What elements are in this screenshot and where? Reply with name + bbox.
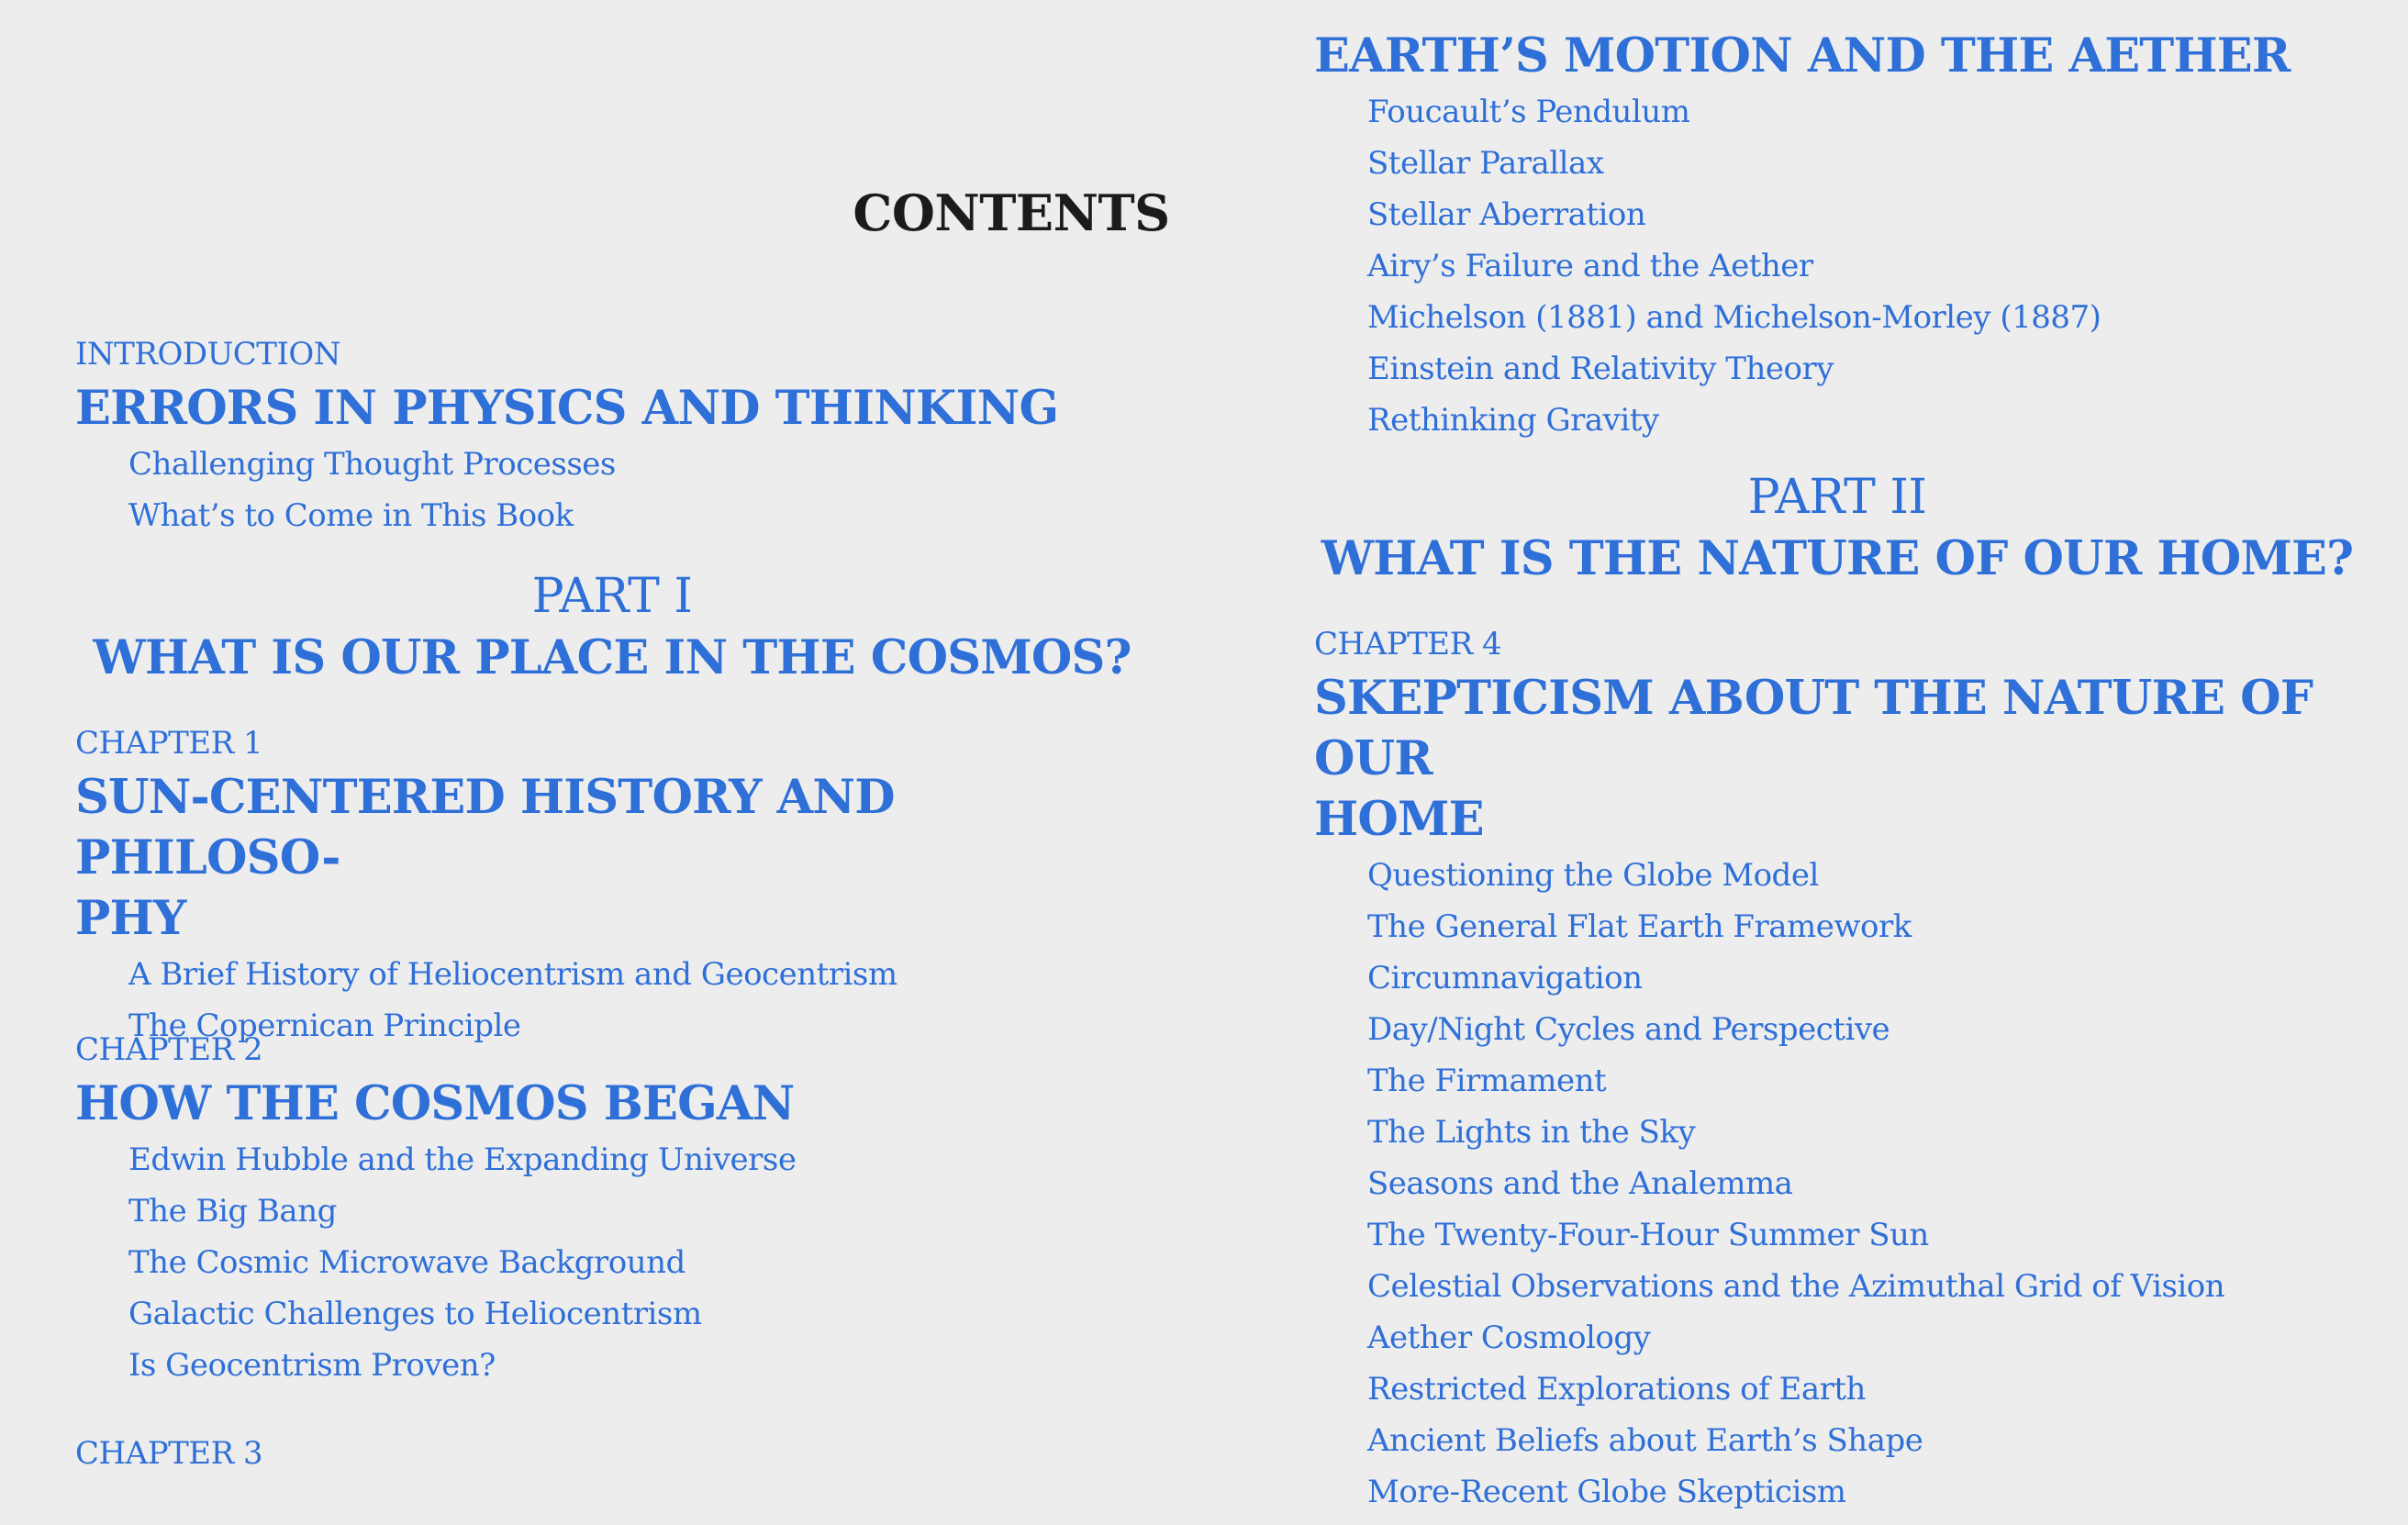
chapter-1-section (75, 721, 1149, 1052)
chapter-4-title-line-2[interactable]: HOME (1314, 792, 1484, 847)
toc-item-stellar-parallax[interactable]: Stellar Parallax (1367, 145, 1604, 182)
part-1-label[interactable]: PART I (531, 569, 693, 624)
toc-item-cosmic-microwave-background[interactable]: The Cosmic Microwave Background (128, 1244, 686, 1281)
toc-item-lights-in-sky[interactable]: The Lights in the Sky (1367, 1114, 1696, 1151)
toc-item-foucaults-pendulum[interactable]: Foucault’s Pendulum (1367, 94, 1690, 130)
toc-item-aether-cosmology[interactable]: Aether Cosmology (1367, 1319, 1651, 1356)
toc-item-celestial-observations[interactable]: Celestial Observations and the Azimuthal Grid of Vision (1367, 1268, 2225, 1305)
toc-item-ancient-beliefs[interactable]: Ancient Beliefs about Earth’s Shape (1367, 1422, 1923, 1459)
chapter-2-section (75, 1028, 1149, 1391)
toc-item-challenging-thought-processes[interactable]: Challenging Thought Processes (128, 446, 616, 483)
contents-title: CONTENTS (853, 184, 1170, 242)
toc-item-edwin-hubble[interactable]: Edwin Hubble and the Expanding Universe (128, 1141, 797, 1178)
chapter-3-label[interactable]: CHAPTER 3 (75, 1435, 263, 1472)
chapter-1-label[interactable]: CHAPTER 1 (75, 725, 263, 762)
toc-item-galactic-challenges[interactable]: Galactic Challenges to Heliocentrism (128, 1296, 702, 1332)
part-2-section (1314, 468, 2360, 589)
toc-item-globe-skepticism[interactable]: More-Recent Globe Skepticism (1367, 1474, 1846, 1510)
toc-item-circumnavigation[interactable]: Circumnavigation (1367, 960, 1643, 996)
toc-item-whats-to-come[interactable]: What’s to Come in This Book (128, 497, 574, 534)
introduction-title[interactable]: ERRORS IN PHYSICS AND THINKING (75, 381, 1059, 436)
introduction-section (75, 332, 1149, 541)
toc-item-airys-failure[interactable]: Airy’s Failure and the Aether (1367, 248, 1813, 284)
toc-item-firmament[interactable]: The Firmament (1367, 1063, 1607, 1099)
toc-item-stellar-aberration[interactable]: Stellar Aberration (1367, 196, 1646, 233)
introduction-items (75, 439, 1149, 541)
chapter-3-title[interactable]: EARTH’S MOTION AND THE AETHER (1314, 28, 2291, 83)
introduction-label[interactable]: INTRODUCTION (75, 336, 340, 373)
toc-item-restricted-explorations[interactable]: Restricted Explorations of Earth (1367, 1371, 1866, 1408)
toc-item-einstein-relativity[interactable]: Einstein and Relativity Theory (1367, 351, 1834, 387)
toc-item-day-night-cycles[interactable]: Day/Night Cycles and Perspective (1367, 1011, 1890, 1048)
chapter-1-title-line-2[interactable]: PHY (75, 891, 186, 946)
chapter-1-title-line-1[interactable]: SUN-CENTERED HISTORY AND PHILOSO- (75, 770, 895, 885)
chapter-3-items (1314, 86, 2360, 446)
chapter-3-section-start (75, 1431, 1149, 1475)
toc-item-seasons-analemma[interactable]: Seasons and the Analemma (1367, 1165, 1793, 1202)
toc-item-geocentrism-proven[interactable]: Is Geocentrism Proven? (128, 1347, 496, 1384)
toc-item-big-bang[interactable]: The Big Bang (128, 1193, 337, 1230)
chapter-2-label[interactable]: CHAPTER 2 (75, 1031, 263, 1068)
toc-item-copernican-principle[interactable]: The Copernican Principle (128, 1007, 521, 1044)
toc-item-brief-history[interactable]: A Brief History of Heliocentrism and Geocentrism (128, 956, 897, 993)
chapter-4-label[interactable]: CHAPTER 4 (1314, 626, 1502, 662)
toc-item-rethinking-gravity[interactable]: Rethinking Gravity (1367, 402, 1659, 439)
chapter-4-title-line-1[interactable]: SKEPTICISM ABOUT THE NATURE OF OUR (1314, 671, 2313, 786)
chapter-2-items (75, 1134, 1149, 1391)
toc-item-questioning-globe[interactable]: Questioning the Globe Model (1367, 857, 1819, 894)
toc-item-flat-earth-framework[interactable]: The General Flat Earth Framework (1367, 908, 1912, 945)
toc-item-michelson-morley[interactable]: Michelson (1881) and Michelson-Morley (1887) (1367, 299, 2101, 336)
chapter-4-items (1314, 850, 2360, 1518)
part-2-title[interactable]: WHAT IS THE NATURE OF OUR HOME? (1321, 531, 2354, 586)
part-1-title[interactable]: WHAT IS OUR PLACE IN THE COSMOS? (93, 630, 1132, 685)
chapter-2-title[interactable]: HOW THE COSMOS BEGAN (75, 1076, 795, 1131)
chapter-4-section (1314, 622, 2360, 1518)
chapter-3-section (1314, 26, 2360, 446)
toc-item-summer-sun[interactable]: The Twenty-Four-Hour Summer Sun (1367, 1217, 1929, 1253)
part-2-label[interactable]: PART II (1747, 470, 1927, 525)
part-1-section (75, 567, 1149, 688)
